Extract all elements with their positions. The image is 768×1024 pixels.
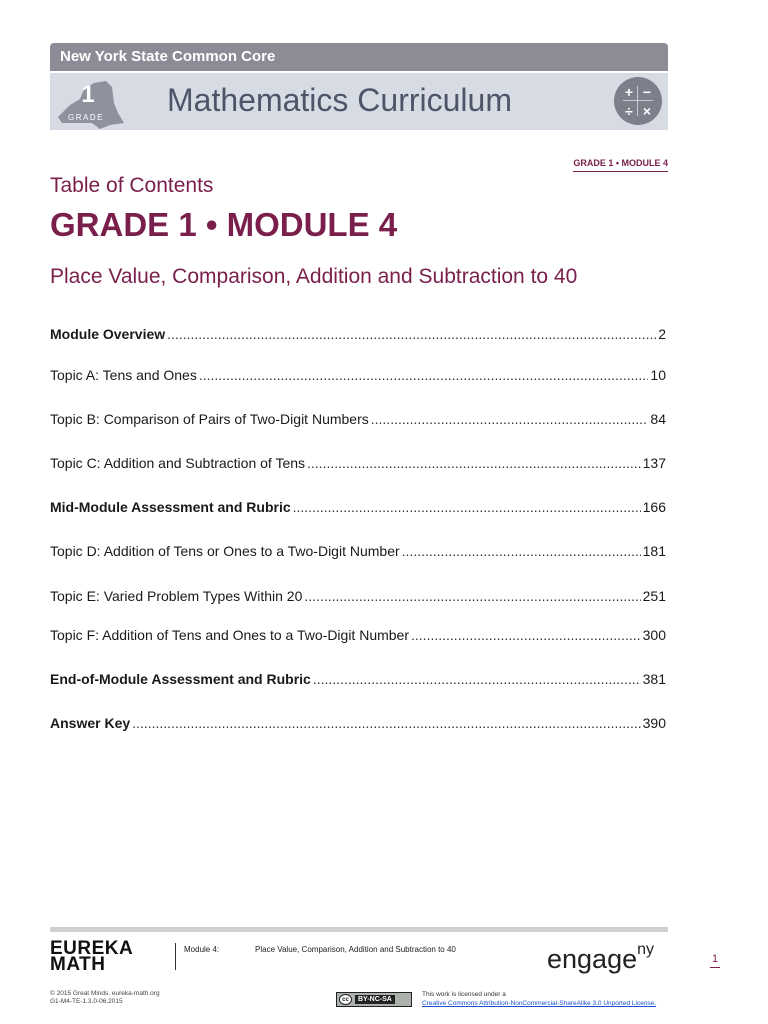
cc-icon: cc xyxy=(339,994,352,1005)
toc-dot-leader xyxy=(132,715,640,731)
toc-entry-title: Topic C: Addition and Subtraction of Tens xyxy=(50,455,306,471)
toc-entry-title: Answer Key xyxy=(50,715,131,731)
header-module-tag: GRADE 1 • MODULE 4 xyxy=(573,158,668,172)
toc-entry[interactable] xyxy=(50,411,666,429)
page-title: GRADE 1 • MODULE 4 xyxy=(50,206,398,243)
toc-entry-page: 300 xyxy=(642,627,666,643)
toc-dot-leader xyxy=(167,326,656,342)
toc-entry-title: Topic E: Varied Problem Types Within 20 xyxy=(50,588,303,604)
toc-entry-title: Topic A: Tens and Ones xyxy=(50,367,197,383)
toc-entry-page: 251 xyxy=(642,588,666,604)
engageny-logo xyxy=(547,941,655,975)
footer-separator xyxy=(175,943,176,970)
toc-entry-title: Topic B: Comparison of Pairs of Two-Digit Numbers xyxy=(50,411,369,427)
copyright-text: © 2015 Great Minds. eureka-math.org xyxy=(50,990,160,997)
toc-entry[interactable] xyxy=(50,367,666,385)
document-code: G1-M4-TE-1.3.0-06.2015 xyxy=(50,998,123,1005)
toc-entry-title: Mid-Module Assessment and Rubric xyxy=(50,499,291,515)
toc-entry-title: Module Overview xyxy=(50,326,166,342)
toc-dot-leader xyxy=(411,627,641,643)
toc-entry[interactable] xyxy=(50,671,666,689)
toc-label: Table of Contents xyxy=(50,174,214,197)
math-operations-icon xyxy=(614,77,662,125)
toc-dot-leader xyxy=(304,588,640,604)
toc-dot-leader xyxy=(307,455,641,471)
plus-icon: + xyxy=(624,84,634,100)
license-link[interactable]: Creative Commons Attribution-NonCommercial-ShareAlike 3.0 Unported License. xyxy=(422,1000,657,1007)
banner-top-bar xyxy=(50,43,668,71)
toc-entry-page: 390 xyxy=(642,715,666,731)
toc-dot-leader xyxy=(313,671,641,687)
toc-entry-page: 181 xyxy=(642,543,666,559)
toc-entry-title: End-of-Module Assessment and Rubric xyxy=(50,671,311,687)
toc-entry[interactable] xyxy=(50,715,666,733)
toc-entry-page: 10 xyxy=(650,367,666,383)
engage-text: engage xyxy=(547,944,638,974)
footer-divider xyxy=(50,927,668,932)
grade-number: 1 xyxy=(81,81,95,108)
toc-entry[interactable] xyxy=(50,499,666,517)
page-number: 1 xyxy=(710,953,720,968)
multiply-icon: × xyxy=(642,103,652,119)
toc-dot-leader xyxy=(293,499,641,515)
toc-entry[interactable] xyxy=(50,627,666,645)
cc-badge-label: BY-NC-SA xyxy=(355,995,395,1004)
toc-entry[interactable] xyxy=(50,326,666,344)
eureka-math-logo xyxy=(50,938,134,975)
toc-entry-page: 137 xyxy=(642,455,666,471)
module-subtitle: Place Value, Comparison, Addition and Subtraction to 40 xyxy=(50,265,578,288)
toc-dot-leader xyxy=(371,411,649,427)
toc-entry-title: Topic F: Addition of Tens and Ones to a Two-Digit Number xyxy=(50,627,410,643)
toc-entry[interactable] xyxy=(50,588,666,606)
toc-entry[interactable] xyxy=(50,543,666,561)
divide-icon: ÷ xyxy=(625,103,633,119)
toc-entry[interactable] xyxy=(50,455,666,473)
toc-entry-page: 84 xyxy=(650,411,666,427)
creative-commons-badge xyxy=(336,992,412,1007)
license-text: This work is licensed under a xyxy=(422,991,506,998)
banner-top-text: New York State Common Core xyxy=(60,48,276,65)
curriculum-title: Mathematics Curriculum xyxy=(167,82,512,118)
logo-line-1: EUREKA xyxy=(50,938,134,959)
curriculum-banner xyxy=(50,73,668,130)
grade-label: GRADE xyxy=(68,113,104,122)
minus-icon: − xyxy=(642,84,652,100)
toc-dot-leader xyxy=(402,543,641,559)
logo-line-2: MATH xyxy=(50,954,106,975)
toc-entry-page: 381 xyxy=(642,671,666,687)
footer-module-title: Place Value, Comparison, Addition and Subtraction to 40 xyxy=(255,945,456,954)
toc-entry-page: 166 xyxy=(642,499,666,515)
footer-module-label: Module 4: xyxy=(184,945,220,954)
toc-entry-title: Topic D: Addition of Tens or Ones to a Two-Digit Number xyxy=(50,543,400,559)
toc-entry-page: 2 xyxy=(658,326,666,342)
engage-sup: ny xyxy=(637,941,655,958)
toc-dot-leader xyxy=(199,367,649,383)
